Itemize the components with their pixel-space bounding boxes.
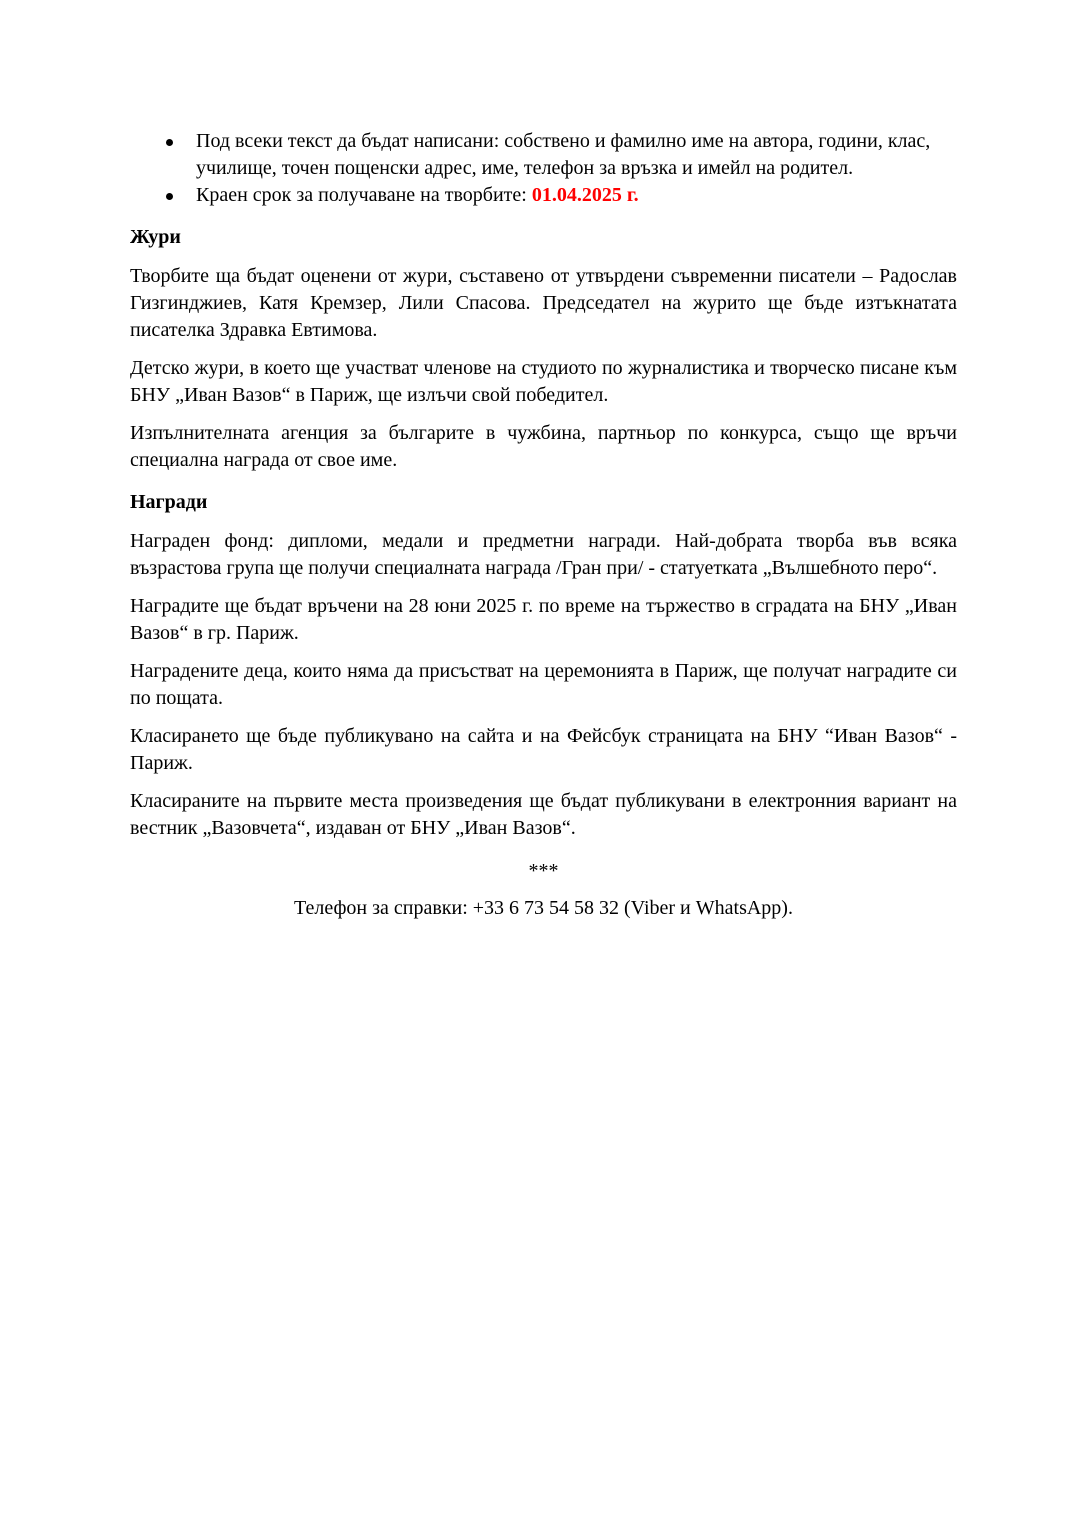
awards-paragraph: Наградите ще бъдат връчени на 28 юни 2025 г. по време на тържество в сградата на БНУ „Иван Вазов“ в гр. Париж. [130,595,957,644]
jury-heading: Жури [130,226,181,248]
section-separator: *** [528,860,559,882]
awards-paragraph: Наградените деца, които няма да присъстват на церемонията в Париж, ще получат наградите си по пощата. [130,660,957,709]
awards-paragraph: Класираните на първите места произведения ще бъдат публикувани в електронния вариант на вестник „Вазовчета“, издаван от БНУ „Иван Вазов“. [130,790,957,839]
document-page [130,128,957,922]
list-item [130,182,957,209]
awards-paragraph: Награден фонд: дипломи, медали и предметни награди. Най-добрата творба във всяка възрастова група ще получи специалната награда /Гран при/ - статуетката „Вълшебното перо“. [130,530,957,579]
bullet-icon [166,193,173,200]
jury-paragraph: Творбите ща бъдат оценени от жури, съставено от утвърдени съвременни писатели – Радослав Гизгинджиев, Катя Кремзер, Лили Спасова. Председател на журито ще бъде изтъкнатата писателка Здравка Евтимова. [130,265,957,341]
bullet-icon [166,139,173,146]
jury-paragraph: Детско жури, в което ще участват членове на студиото по журналистика и творческо писане към БНУ „Иван Вазов“ в Париж, ще излъчи свой победител. [130,357,957,406]
jury-paragraph: Изпълнителната агенция за българите в чужбина, партньор по конкурса, също ще връчи специална награда от свое име. [130,422,957,471]
deadline-label: Краен срок за получаване на творбите: [196,184,532,206]
bullet-text: Под всеки текст да бъдат написани: собствено и фамилно име на автора, години, клас, училище, точен пощенски адрес, име, телефон за връзка и имейл на родител. [196,130,931,179]
list-item [130,128,957,182]
contact-phone: Телефон за справки: +33 6 73 54 58 32 (Viber и WhatsApp). [294,897,793,919]
awards-heading: Награди [130,491,208,513]
requirements-list [130,128,957,209]
awards-paragraph: Класирането ще бъде публикувано на сайта и на Фейсбук страницата на БНУ “Иван Вазов“ - Париж. [130,725,957,774]
deadline-date: 01.04.2025 г. [531,184,639,206]
